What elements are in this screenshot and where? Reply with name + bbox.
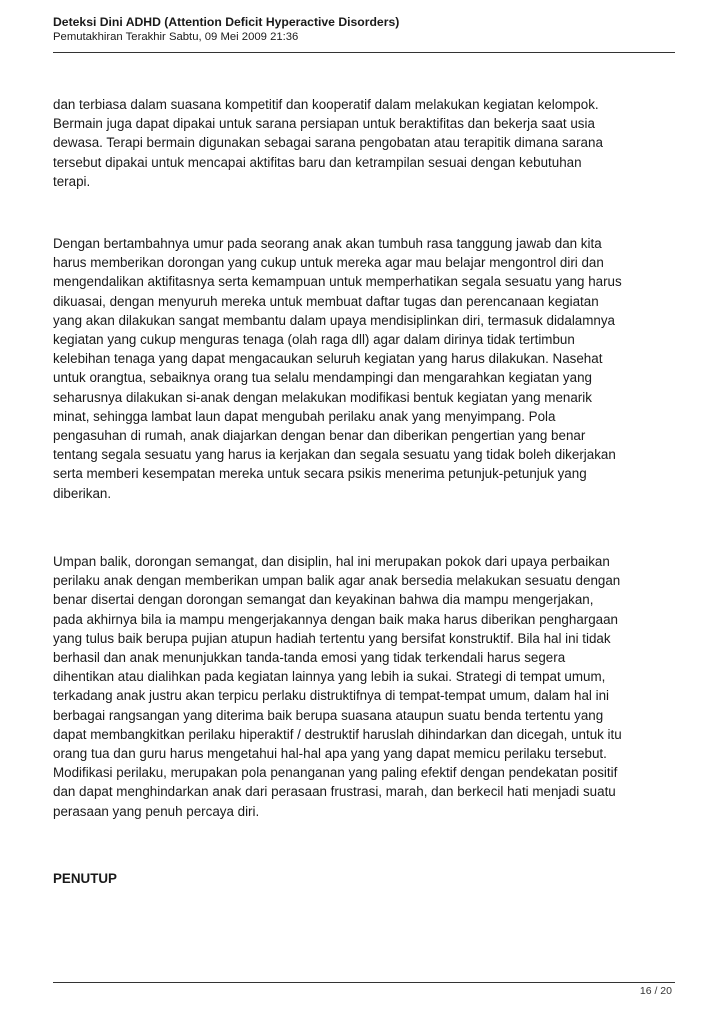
- text-line: dan dapat menghindarkan anak dari perasaan frustrasi, marah, dan berkecil hati menjadi suatu: [53, 784, 616, 800]
- text-line: yang tulus baik berupa pujian atupun hadiah tertentu yang bersifat konstruktif. Bila hal ini tidak: [53, 630, 611, 646]
- text-line: Dengan bertambahnya umur pada seorang anak akan tumbuh rasa tanggung jawab dan kita: [53, 236, 602, 251]
- document-title: Deteksi Dini ADHD (Attention Deficit Hyperactive Disorders): [53, 15, 400, 29]
- text-line: minat, sehingga lambat laun dapat mengubah perilaku anak yang menyimpang. Pola: [53, 408, 556, 424]
- text-line: diberikan.: [53, 485, 112, 501]
- text-line: dewasa. Terapi bermain digunakan sebagai sarana pengobatan atau terapitik dimana sarana: [53, 135, 603, 151]
- text-line: benar disertai dengan dorongan semangat dan keyakinan bahwa dia mampu mengerjakan,: [53, 592, 594, 608]
- text-line: Bermain juga dapat dipakai untuk sarana persiapan untuk beraktifitas dan bekerja saat usia: [53, 116, 595, 132]
- text-line: serta memberi kesempatan mereka untuk secara psikis menerima petunjuk-petunjuk yang: [53, 466, 587, 482]
- text-line: seharusnya dilakukan si-anak dengan melakukan modifikasi bentuk kegiatan yang menarik: [53, 389, 592, 405]
- text-line: berhasil dan anak menunjukkan tanda-tanda emosi yang tidak terkendali harus segera: [53, 650, 566, 666]
- text-line: pada akhirnya bila ia mampu mengerjakannya dengan baik maka harus diberikan penghargaan: [53, 611, 619, 627]
- text-line: tersebut dipakai untuk mencapai aktifitas baru dan ketrampilan sesuai dengan kebutuhan: [53, 154, 582, 170]
- paragraph-responsibility: [53, 234, 622, 503]
- paragraph-feedback-discipline: [53, 552, 622, 821]
- text-line: untuk orangtua, sebaiknya orang tua selalu mendampingi dan mengarahkan kegiatan yang: [53, 370, 592, 386]
- text-line: kelebihan tenaga yang dapat mengacaukan seluruh kegiatan yang harus dilakukan. Nasehat: [53, 351, 603, 367]
- text-line: dapat membangkitkan perilaku hiperaktif / destruktif haruslah dihindarkan dan dicegah, untuk itu: [53, 726, 622, 742]
- text-line: yang akan dilakukan sangat membantu dalam upaya mendisiplinkan diri, termasuk didalamnya: [53, 312, 615, 328]
- section-heading-closing: PENUTUP: [53, 871, 117, 886]
- text-line: terkadang anak justru akan terpicu perlaku distruktifnya di tempat-tempat umum, dalam hal ini: [53, 688, 609, 704]
- page-number: 16 / 20: [639, 985, 672, 997]
- text-line: perasaan yang penuh percaya diri.: [53, 803, 260, 819]
- text-line: Umpan balik, dorongan semangat, dan disiplin, hal ini merupakan pokok dari upaya perbaikan: [53, 554, 610, 569]
- text-line: orang tua dan guru harus mengetahui hal-hal apa yang yang dapat memicu perilaku tersebut.: [53, 746, 607, 762]
- text-line: harus memberikan dorongan yang cukup untuk mereka agar mau belajar mengontrol diri dan: [53, 255, 604, 271]
- header-divider: [53, 52, 675, 53]
- paragraph-play-therapy: [53, 95, 603, 191]
- text-line: dikuasai, dengan menyuruh mereka untuk membuat daftar tugas dan perencanaan kegiatan: [53, 293, 599, 309]
- text-line: Modifikasi perilaku, merupakan pola penanganan yang paling efektif dengan pendekatan positif: [53, 765, 618, 781]
- text-line: kegiatan yang cukup menguras tenaga (olah raga dll) agar dalam dirinya tidak tertimbun: [53, 332, 575, 348]
- last-updated-line: Pemutakhiran Terakhir Sabtu, 09 Mei 2009 21:36: [53, 31, 299, 43]
- text-line: tentang segala sesuatu yang harus ia kerjakan dan segala sesuatu yang tidak boleh dikerjakan: [53, 447, 616, 463]
- footer-divider: [53, 982, 675, 983]
- text-line: mengendalikan aktifitasnya serta kemampuan untuk memperhatikan segala sesuatu yang harus: [53, 274, 622, 290]
- text-line: berbagai rangsangan yang diterima baik berupa suasana ataupun suatu benda tertentu yang: [53, 707, 604, 723]
- page-header: [53, 14, 675, 45]
- text-line: perilaku anak dengan memberikan umpan balik agar anak bersedia melakukan sesuatu dengan: [53, 573, 621, 589]
- text-line: terapi.: [53, 173, 91, 189]
- text-line: dan terbiasa dalam suasana kompetitif dan kooperatif dalam melakukan kegiatan kelompok.: [53, 97, 599, 112]
- text-line: pengasuhan di rumah, anak diajarkan dengan benar dan diberikan pengertian yang benar: [53, 428, 586, 444]
- text-line: dihentikan atau dialihkan pada kegiatan lainnya yang lebih ia sukai. Strategi di tempat umum,: [53, 669, 606, 685]
